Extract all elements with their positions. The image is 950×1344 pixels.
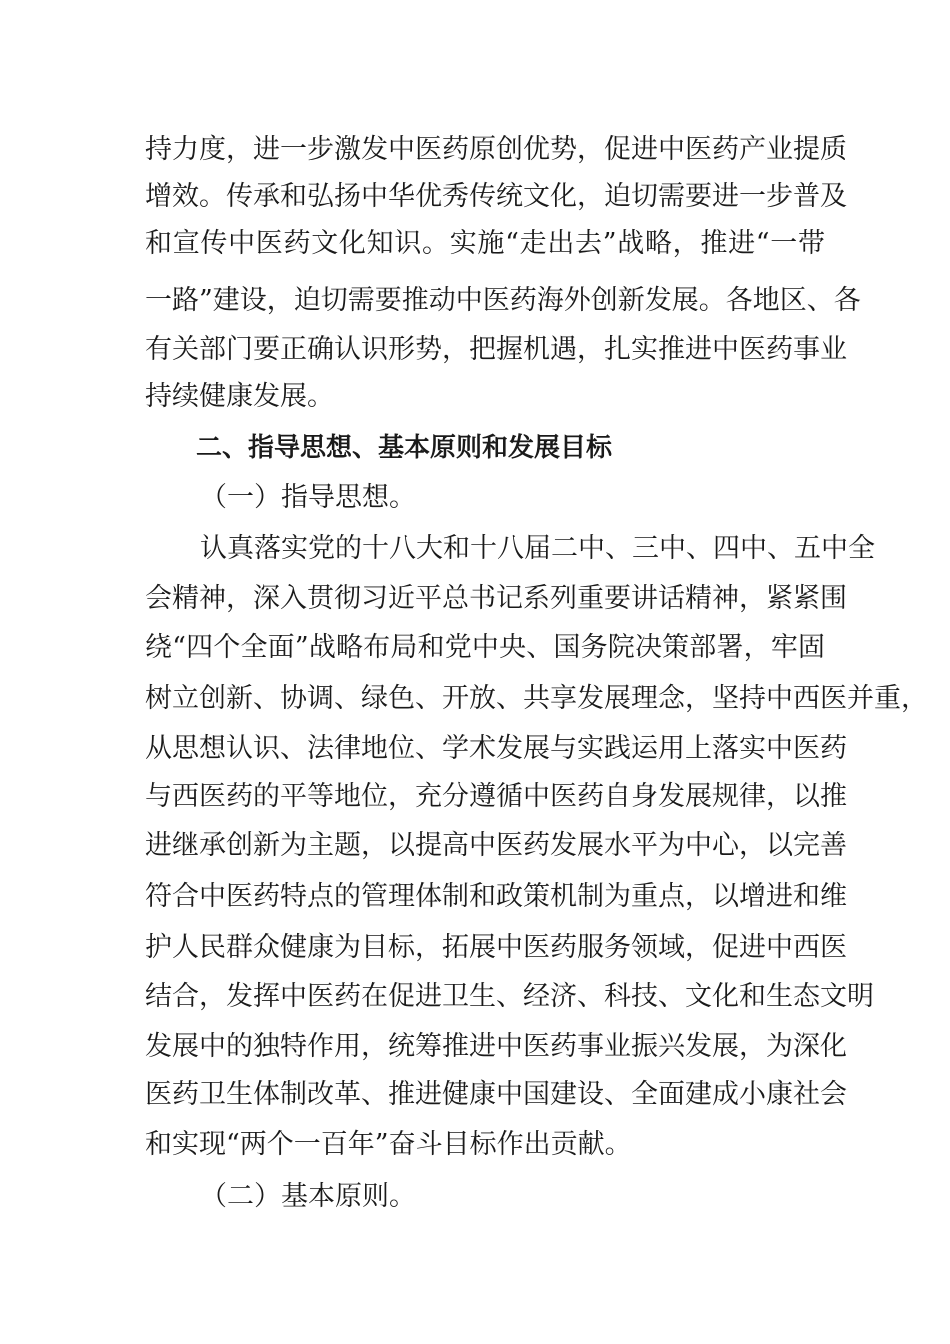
paragraph-line: 结合，发挥中医药在促进卫生、经济、科技、文化和生态文明 — [145, 981, 874, 1012]
section-heading: 二、指导思想、基本原则和发展目标 — [196, 433, 613, 463]
paragraph-line: 持力度，进一步激发中医药原创优势，促进中医药产业提质 — [145, 134, 847, 165]
paragraph-line: 和宣传中医药文化知识。实施“走出去”战略，推进“一带 — [145, 228, 825, 259]
paragraph-line: 和实现“两个一百年”奋斗目标作出贡献。 — [145, 1129, 632, 1160]
paragraph-line: 从思想认识、法律地位、学术发展与实践运用上落实中医药 — [145, 733, 847, 764]
paragraph-line: 持续健康发展。 — [145, 381, 334, 412]
paragraph-line: 与西医药的平等地位，充分遵循中医药自身发展规律，以推 — [145, 781, 847, 812]
paragraph-line: 一路”建设，迫切需要推动中医药海外创新发展。各地区、各 — [145, 285, 861, 316]
paragraph-line: 绕“四个全面”战略布局和党中央、国务院决策部署，牢固 — [145, 632, 825, 663]
paragraph-line: 护人民群众健康为目标，拓展中医药服务领域，促进中西医 — [145, 932, 847, 963]
subsection-heading: （一）指导思想。 — [200, 482, 416, 513]
paragraph-line: 认真落实党的十八大和十八届二中、三中、四中、五中全 — [200, 533, 875, 564]
paragraph-line: 进继承创新为主题，以提高中医药发展水平为中心，以完善 — [145, 830, 847, 861]
paragraph-line: 发展中的独特作用，统筹推进中医药事业振兴发展，为深化 — [145, 1031, 847, 1062]
paragraph-line: 会精神，深入贯彻习近平总书记系列重要讲话精神，紧紧围 — [145, 583, 847, 614]
paragraph-line: 符合中医药特点的管理体制和政策机制为重点，以增进和维 — [145, 881, 847, 912]
paragraph-line: 增效。传承和弘扬中华优秀传统文化，迫切需要进一步普及 — [145, 181, 847, 212]
paragraph-line: 医药卫生体制改革、推进健康中国建设、全面建成小康社会 — [145, 1079, 847, 1110]
paragraph-line: 树立创新、协调、绿色、开放、共享发展理念，坚持中西医并重， — [145, 683, 928, 714]
paragraph-line: 有关部门要正确认识形势，把握机遇，扎实推进中医药事业 — [145, 334, 847, 365]
subsection-heading: （二）基本原则。 — [200, 1181, 416, 1212]
